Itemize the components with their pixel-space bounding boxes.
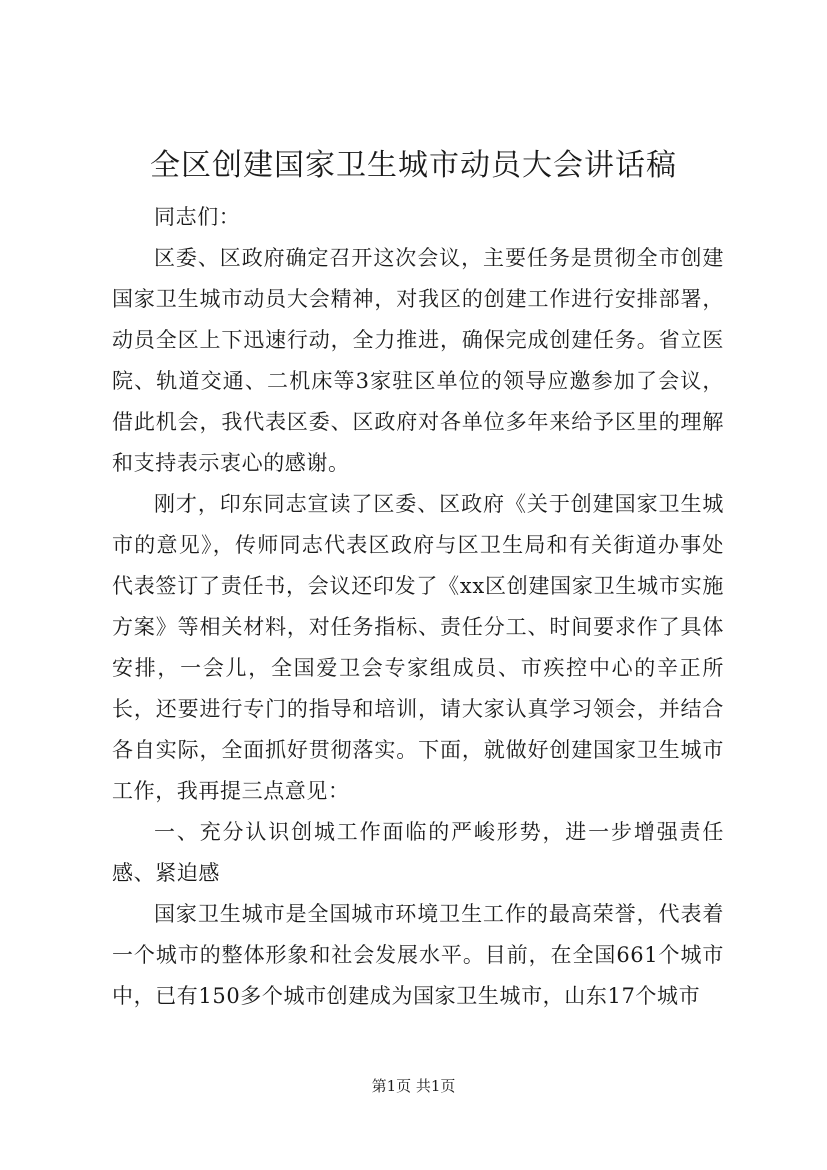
document-body [112,197,724,1017]
section-paragraph: 国家卫生城市是全国城市环境卫生工作的最高荣誉，代表着一个城市的整体形象和社会发展水平。目前，在全国661个城市中，已有150多个城市创建成为国家卫生城市，山东17个城市 [112,902,724,1008]
section-heading: 一、充分认识创城工作面临的严峻形势，进一步增强责任感、紧迫感 [112,820,724,885]
document-title: 全区创建国家卫生城市动员大会讲话稿 [150,148,677,183]
salutation: 同志们： [154,205,241,229]
body-paragraph-1: 区委、区政府确定召开这次会议，主要任务是贯彻全市创建国家卫生城市动员大会精神，对我区的创建工作进行安排部署，动员全区上下迅速行动，全力推进，确保完成创建任务。省立医院、轨道交通、二机床等3家驻区单位的领导应邀参加了会议，借此机会，我代表区委、区政府对各单位多年来给予区里的理解和支持表示衷心的感谢。 [112,246,724,475]
body-paragraph-2: 刚才，印东同志宣读了区委、区政府《关于创建国家卫生城市的意见》，传师同志代表区政府与区卫生局和有关街道办事处代表签订了责任书，会议还印发了《xx区创建国家卫生城市实施方案》等相关材料，对任务指标、责任分工、时间要求作了具体安排，一会儿，全国爱卫会专家组成员、市疾控中心的辛正所长，还要进行专门的指导和培训，请大家认真学习领会，并结合各自实际，全面抓好贯彻落实。下面，就做好创建国家卫生城市工作，我再提三点意见： [112,492,724,803]
page-footer: 第1页 共1页 [371,1077,456,1095]
